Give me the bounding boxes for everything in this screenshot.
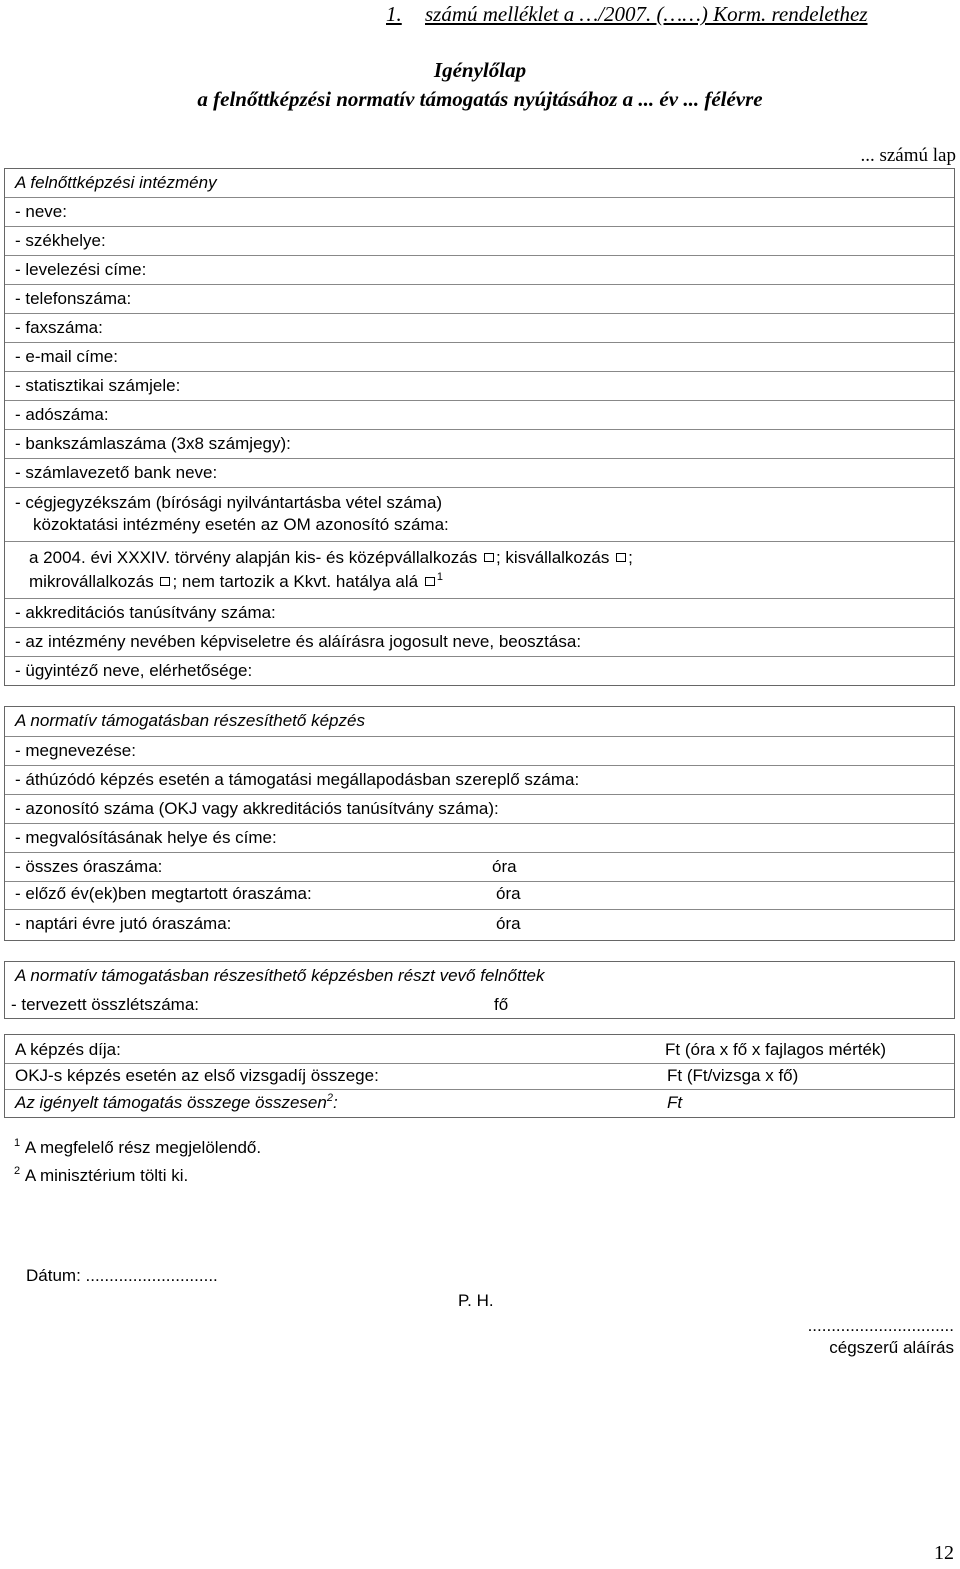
training-id-no: - azonosító száma (OKJ vagy akkreditációs tanúsítvány száma): (15, 799, 499, 818)
form-subtitle: a felnőttképzési normatív támogatás nyújtásához a ... év ... félévre (197, 87, 763, 111)
field-postal-address: - levelezési címe: (15, 260, 147, 279)
training-name: - megnevezése: (15, 741, 136, 760)
field-fax: - faxszáma: (15, 318, 103, 337)
field-accreditation: - akkreditációs tanúsítvány száma: (15, 603, 276, 622)
institution-heading: A felnőttképzési intézmény (15, 173, 217, 192)
field-stat-code: - statisztikai számjele: (15, 376, 181, 395)
annex-number: 1. (386, 2, 402, 26)
training-total-hours-unit: óra (492, 857, 517, 876)
field-bank-name: - számlavezető bank neve: (15, 463, 218, 482)
date-field: Dátum: ............................ (26, 1266, 218, 1285)
training-prev-hours: - előző év(ek)ben megtartott óraszáma: (15, 884, 312, 903)
page-number: 12 (934, 1542, 954, 1564)
stamp-label: P. H. (458, 1291, 494, 1310)
exam-fee-label: OKJ-s képzés esetén az első vizsgadíj összege: (15, 1066, 379, 1085)
form-title: Igénylőlap (433, 58, 527, 82)
fee-unit: Ft (óra x fő x fajlagos mérték) (665, 1040, 887, 1059)
field-sme-line2: mikrovállalkozás ; nem tartozik a Kkvt. hatálya alá $^1$ (29, 571, 443, 591)
field-administrator: - ügyintéző neve, elérhetősége: (15, 661, 253, 680)
sme-small-label: ; kisvállalkozás (495, 548, 610, 567)
field-court-reg-2: közoktatási intézmény esetén az OM azonosító száma: (33, 515, 449, 534)
sme-none-label: ; nem tartozik a Kkvt. hatálya alá (172, 572, 419, 591)
signature-line: ............................... (807, 1316, 954, 1335)
training-prev-hours-unit: óra (496, 884, 521, 903)
fee-label: A képzés díja: (15, 1040, 121, 1059)
field-seat: - székhelye: (15, 231, 106, 250)
participants-unit: fő (494, 995, 509, 1014)
sme-small-checkbox[interactable] (616, 553, 626, 562)
fees-box (4, 1034, 955, 1118)
training-year-hours-unit: óra (496, 914, 521, 933)
training-total-hours: - összes óraszáma: (15, 857, 163, 876)
training-contract-no: - áthúzódó képzés esetén a támogatási megállapodásban szereplő száma: (15, 770, 580, 789)
sme-medium-checkbox[interactable] (484, 553, 494, 562)
field-name: - neve: (15, 202, 67, 221)
footnote-2: $^2$ A minisztérium tölti ki. (14, 1165, 189, 1185)
field-email: - e-mail címe: (15, 347, 118, 366)
field-representative: - az intézmény nevében képviseletre és aláírásra jogosult neve, beosztása: (15, 632, 582, 651)
annex-title: számú melléklet a …/2007. (……) Korm. rendelethez (425, 2, 868, 26)
sme-none-checkbox[interactable] (425, 577, 435, 586)
participants-planned: - tervezett összlétszáma: (11, 995, 200, 1014)
field-tax-number: - adószáma: (15, 405, 109, 424)
signature-label: cégszerű aláírás (829, 1338, 954, 1357)
sheet-label: ... számú lap (860, 145, 956, 166)
training-heading: A normatív támogatásban részesíthető képzés (15, 711, 365, 730)
field-bank-account: - bankszámlaszáma (3x8 számjegy): (15, 434, 291, 453)
training-box (4, 706, 955, 941)
field-sme-line1: a 2004. évi XXXIV. törvény alapján kis- és középvállalkozás ; kisvállalkozás ; (29, 548, 633, 567)
participants-box (4, 961, 955, 1019)
sme-micro-label: mikrovállalkozás (29, 572, 154, 591)
field-phone: - telefonszáma: (15, 289, 132, 308)
sme-micro-checkbox[interactable] (160, 577, 170, 586)
training-year-hours: - naptári évre jutó óraszáma: (15, 914, 232, 933)
field-court-reg-1: - cégjegyzékszám (bírósági nyilvántartásba vétel száma) (15, 493, 443, 512)
exam-fee-unit: Ft (Ft/vizsga x fő) (667, 1066, 799, 1085)
total-support-label: Az igényelt támogatás összege összesen$^2$: (15, 1092, 338, 1112)
institution-box (4, 168, 955, 686)
training-location: - megvalósításának helye és címe: (15, 828, 277, 847)
footnote-1: $^1$ A megfelelő rész megjelölendő. (14, 1137, 262, 1157)
participants-heading: A normatív támogatásban részesíthető képzésben részt vevő felnőttek (15, 966, 545, 985)
sme-medium-label: a 2004. évi XXXIV. törvény alapján kis- és középvállalkozás (29, 548, 478, 567)
total-support-unit: Ft (667, 1093, 683, 1112)
